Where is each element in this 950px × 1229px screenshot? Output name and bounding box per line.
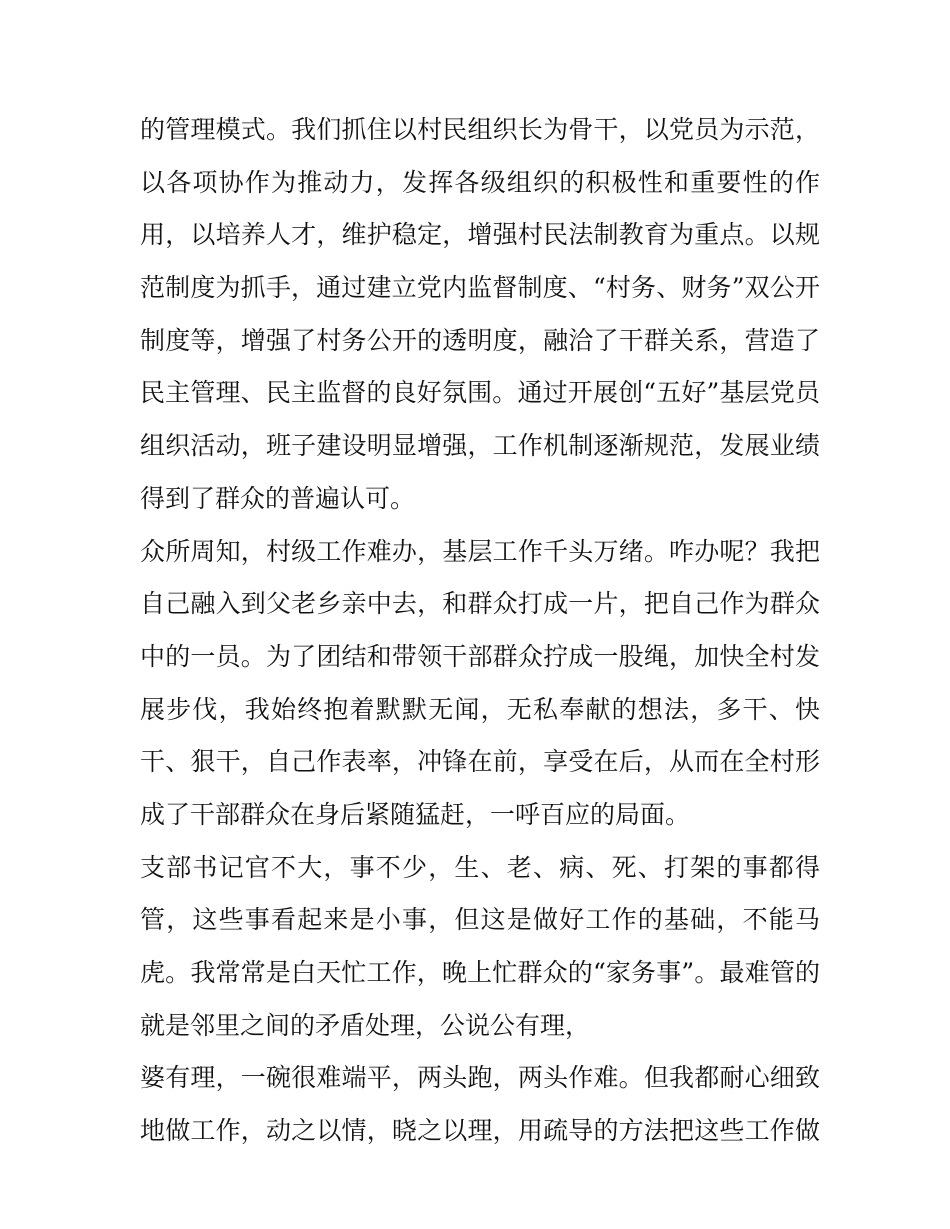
text-line: 得到了群众的普遍认可。 [140,483,416,513]
text-line: 就是邻里之间的矛盾处理，公说公有理， [140,1010,591,1040]
text-line: 民主管理、民主监督的良好氛围。通过开展创“五好”基层党员 [140,378,820,408]
text-line: 以各项协作为推动力，发挥各级组织的积极性和重要性的作 [140,167,820,197]
text-line: 支部书记官不大，事不少，生、老、病、死、打架的事都得 [140,852,820,882]
text-line: 众所周知，村级工作难办，基层工作千头万绪。咋办呢？我把 [140,536,820,566]
text-line: 虎。我常常是白天忙工作，晚上忙群众的“家务事”。最难管的 [140,958,820,987]
text-line: 自己融入到父老乡亲中去，和群众打成一片，把自己作为群众 [140,589,820,619]
text-line: 中的一员。为了团结和带领干部群众拧成一股绳，加快全村发 [140,641,820,671]
text-line: 组织活动，班子建设明显增强，工作机制逐渐规范，发展业绩 [140,431,820,461]
text-line: 地做工作，动之以情，晓之以理，用疏导的方法把这些工作做 [140,1116,820,1146]
text-line: 制度等，增强了村务公开的透明度，融洽了干群关系，营造了 [140,325,820,355]
text-line: 管，这些事看起来是小事，但这是做好工作的基础，不能马 [140,905,820,935]
text-line: 范制度为抓手，通过建立党内监督制度、“村务、财务”双公开 [140,273,820,303]
text-line: 的管理模式。我们抓住以村民组织长为骨干，以党员为示范， [140,115,820,144]
text-line: 用，以培养人才，维护稳定，增强村民法制教育为重点。以规 [140,220,820,250]
text-line: 婆有理，一碗很难端平，两头跑，两头作难。但我都耐心细致 [140,1063,820,1093]
text-line: 成了干部群众在身后紧随猛赶，一呼百应的局面。 [140,799,691,829]
body-text [140,104,820,1158]
text-line: 干、狠干，自己作表率，冲锋在前，享受在后，从而在全村形 [140,747,820,777]
text-line: 展步伐，我始终抱着默默无闻，无私奉献的想法，多干、快 [140,694,820,724]
